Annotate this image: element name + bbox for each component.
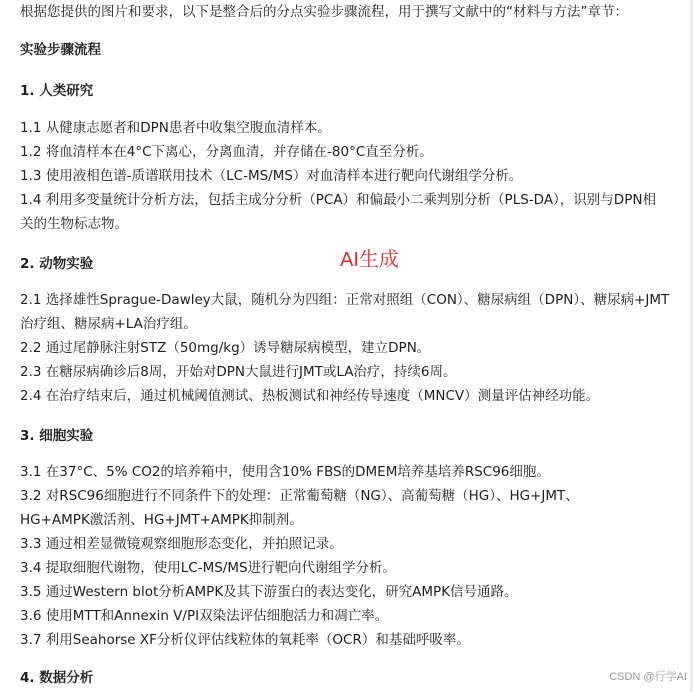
list-item: 1.1 从健康志愿者和DPN患者中收集空腹血清样本。 bbox=[20, 120, 331, 136]
list-item: 3.1 在37°C、5% CO2的培养箱中，使用含10% FBS的DMEM培养基培养RSC96细胞。 bbox=[20, 464, 550, 480]
list-item: 2.3 在糖尿病确诊后8周，开始对DPN大鼠进行JMT或LA治疗，持续6周。 bbox=[20, 364, 457, 380]
main-title: 实验步骤流程 bbox=[20, 42, 101, 58]
section-title-data-analysis: 4. 数据分析 bbox=[20, 670, 94, 686]
list-item: 2.1 选择雄性Sprague-Dawley大鼠，随机分为四组：正常对照组（CON）、糖尿病组（DPN）、糖尿病+JMT治疗组、糖尿病+LA治疗组。 bbox=[20, 292, 670, 332]
list-item: 1.4 利用多变量统计分析方法，包括主成分分析（PCA）和偏最小二乘判别分析（PLS-DA），识别与DPN相关的生物标志物。 bbox=[20, 192, 656, 232]
watermark: CSDN @行学AI bbox=[609, 671, 687, 683]
list-item: 1.2 将血清样本在4°C下离心，分离血清，并存储在-80°C直至分析。 bbox=[20, 144, 433, 160]
ai-generated-label: AI生成 bbox=[340, 249, 399, 271]
list-item: 3.6 使用MTT和Annexin V/PI双染法评估细胞活力和凋亡率。 bbox=[20, 608, 389, 624]
list-item: 1.3 使用液相色谱-质谱联用技术（LC-MS/MS）对血清样本进行靶向代谢组学分析。 bbox=[20, 168, 523, 184]
section-title-human: 1. 人类研究 bbox=[20, 83, 94, 99]
intro-text: 根据您提供的图片和要求，以下是整合后的分点实验步骤流程，用于撰写文献中的“材料与方法”章节： bbox=[20, 4, 628, 20]
list-item: 3.4 提取细胞代谢物，使用LC-MS/MS进行靶向代谢组学分析。 bbox=[20, 560, 397, 576]
list-item: 3.5 通过Western blot分析AMPK及其下游蛋白的表达变化，研究AMPK信号通路。 bbox=[20, 584, 518, 600]
list-item: 3.2 对RSC96细胞进行不同条件下的处理：正常葡萄糖（NG）、高葡萄糖（HG）、HG+JMT、HG+AMPK激活剂、HG+JMT+AMPK抑制剂。 bbox=[20, 488, 579, 528]
section-title-animal: 2. 动物实验 bbox=[20, 256, 94, 272]
list-item: 2.2 通过尾静脉注射STZ（50mg/kg）诱导糖尿病模型，建立DPN。 bbox=[20, 340, 431, 356]
list-item: 3.3 通过相差显微镜观察细胞形态变化，并拍照记录。 bbox=[20, 536, 343, 552]
section-title-cell: 3. 细胞实验 bbox=[20, 428, 94, 444]
list-item: 2.4 在治疗结束后，通过机械阈值测试、热板测试和神经传导速度（MNCV）测量评估神经功能。 bbox=[20, 388, 600, 404]
list-item: 3.7 利用Seahorse XF分析仪评估线粒体的氧耗率（OCR）和基础呼吸率。 bbox=[20, 632, 470, 648]
